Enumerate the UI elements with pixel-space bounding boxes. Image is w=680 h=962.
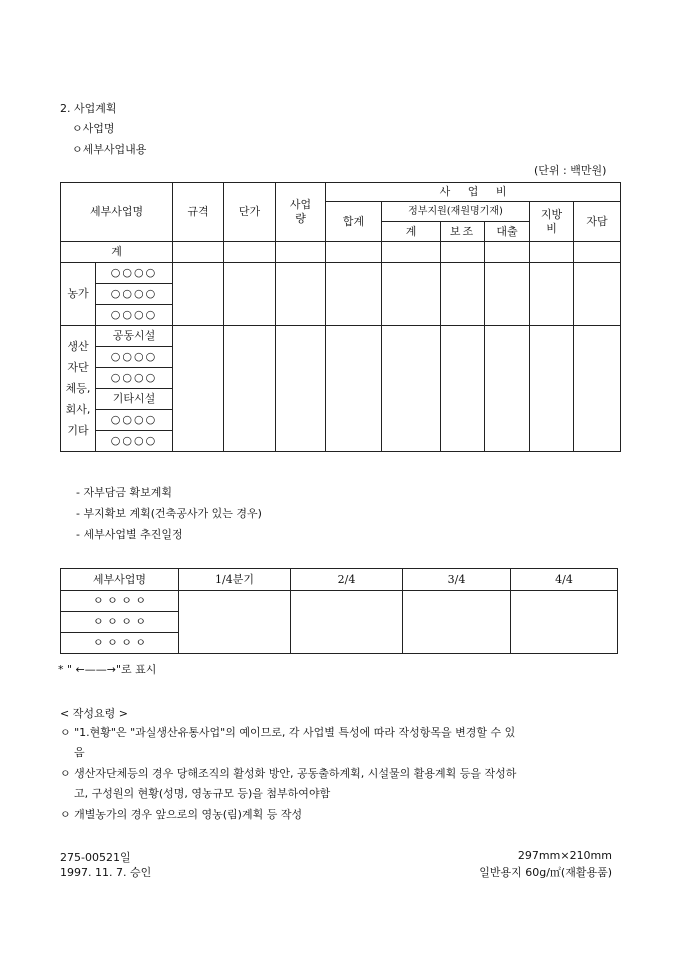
- table-row: ○○○○: [96, 410, 173, 431]
- table-row: ㅇ ㅇ ㅇ ㅇ: [61, 633, 179, 654]
- col-quantity: 사업 량: [276, 183, 326, 242]
- guide-item-1: ㅇ "1.현황"은 "과실생산유통사업"의 예이므로, 각 사업별 특성에 따라 작성항목을 변경할 수 있: [60, 726, 516, 739]
- table-row: ○○○○: [96, 368, 173, 389]
- col-loan: 대출: [485, 222, 530, 242]
- col-unit-price: 단가: [224, 183, 276, 242]
- col-subsidy: 보조: [441, 222, 485, 242]
- guide-item-3: ㅇ 개별농가의 경우 앞으로의 영농(림)계획 등 작성: [60, 808, 303, 821]
- bullet-project-name: ㅇ사업명: [72, 122, 115, 135]
- col-q1: 1/4분기: [179, 569, 291, 591]
- col-project-cost: 사 업 비: [326, 183, 621, 202]
- col-q2: 2/4: [291, 569, 403, 591]
- col-total: 합계: [326, 202, 382, 242]
- unit-label: (단위 : 백만원): [534, 164, 607, 177]
- table-row: ○○○○: [96, 347, 173, 368]
- note-site: - 부지확보 계획(건축공사가 있는 경우): [76, 507, 262, 520]
- form-number: 275-00521일: [60, 851, 131, 864]
- table-row: ㅇ ㅇ ㅇ ㅇ: [61, 612, 179, 633]
- col-detail-name: 세부사업명: [61, 183, 173, 242]
- table-row: 기타시설: [96, 389, 173, 410]
- guide-item-2-cont: 고, 구성원의 현황(성명, 영농규모 등)을 첨부하여야함: [60, 787, 331, 800]
- note-self-funding: - 자부담금 확보계획: [76, 486, 172, 499]
- section-title: 2. 사업계획: [60, 102, 117, 115]
- guide-item-2: ㅇ 생산자단체등의 경우 당해조직의 활성화 방안, 공동출하계획, 시설물의 활용계획 등을 작성하: [60, 767, 517, 780]
- col-q4: 4/4: [511, 569, 618, 591]
- col-self: 자담: [574, 202, 621, 242]
- col-sub-total: 계: [382, 222, 441, 242]
- table-row: ○○○○: [96, 305, 173, 326]
- col-gov-support: 정부지원(재원명기재): [382, 202, 530, 222]
- paper-type: 일반용지 60g/㎡(재활용품): [479, 866, 612, 879]
- col-local: 지방 비: [530, 202, 574, 242]
- sum-row-label: 계: [61, 242, 173, 263]
- table-row: ○○○○: [96, 263, 173, 284]
- budget-table: [60, 182, 621, 452]
- guide-title: < 작성요령 >: [60, 707, 128, 720]
- col-spec: 규격: [173, 183, 224, 242]
- bullet-project-detail: ㅇ세부사업내용: [72, 143, 147, 156]
- group-producer-label: 생산 자단 체등, 회사, 기타: [61, 326, 96, 452]
- note-schedule: - 세부사업별 추진일정: [76, 528, 183, 541]
- table-row: 공동시설: [96, 326, 173, 347]
- guide-item-1-cont: 음: [60, 746, 85, 759]
- approval-date: 1997. 11. 7. 승인: [60, 866, 152, 879]
- table-row: ○○○○: [96, 431, 173, 452]
- paper-size: 297mm×210mm: [517, 849, 612, 862]
- table-row: ○○○○: [96, 284, 173, 305]
- schedule-table: [60, 568, 618, 654]
- col-q3: 3/4: [403, 569, 511, 591]
- arrow-note: * " ←——→"로 표시: [58, 663, 157, 676]
- table-row: ㅇ ㅇ ㅇ ㅇ: [61, 591, 179, 612]
- group-farm-label: 농가: [61, 263, 96, 326]
- col-detail-name: 세부사업명: [61, 569, 179, 591]
